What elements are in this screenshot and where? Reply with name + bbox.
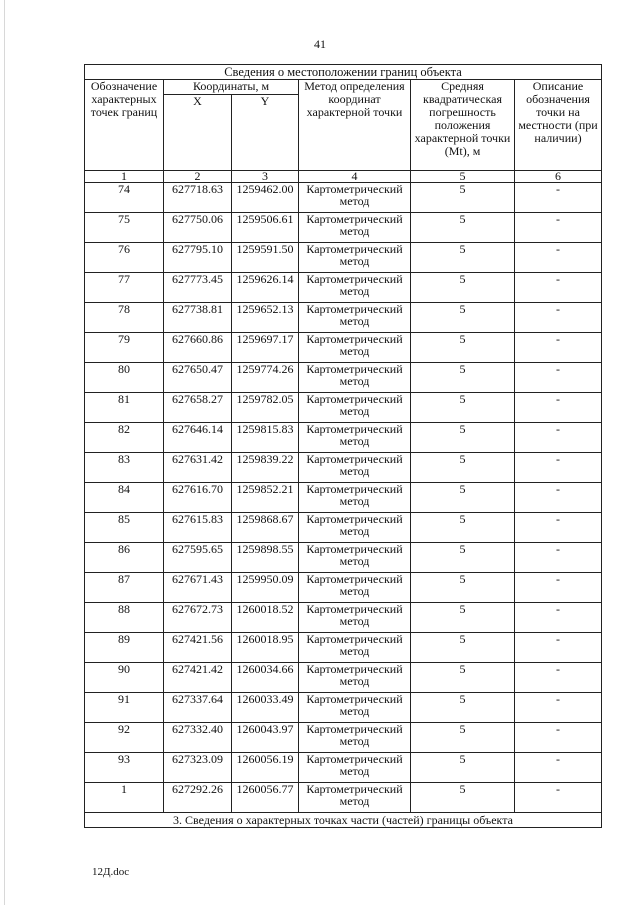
section-3-heading: 3. Сведения о характерных точках части (частей) границы объекта [85, 813, 602, 828]
point-cell: 83 [85, 453, 164, 483]
description-cell: - [515, 363, 602, 393]
description-cell: - [515, 423, 602, 453]
y-coordinate-cell: 1259839.22 [232, 453, 299, 483]
description-cell: - [515, 633, 602, 663]
y-coordinate-cell: 1259852.21 [232, 483, 299, 513]
method-cell: Картометрический метод [299, 693, 411, 723]
table-row [85, 363, 602, 393]
point-cell: 84 [85, 483, 164, 513]
method-cell: Картометрический метод [299, 213, 411, 243]
x-coordinate-cell: 627631.42 [164, 453, 232, 483]
y-coordinate-cell: 1260056.19 [232, 753, 299, 783]
error-cell: 5 [411, 753, 515, 783]
x-coordinate-cell: 627421.42 [164, 663, 232, 693]
point-cell: 88 [85, 603, 164, 633]
y-coordinate-cell: 1259652.13 [232, 303, 299, 333]
method-cell: Картометрический метод [299, 393, 411, 423]
table-row [85, 693, 602, 723]
point-cell: 89 [85, 633, 164, 663]
x-coordinate-cell: 627672.73 [164, 603, 232, 633]
y-coordinate-cell: 1260018.52 [232, 603, 299, 633]
table-row [85, 573, 602, 603]
table-row [85, 423, 602, 453]
description-cell: - [515, 693, 602, 723]
x-coordinate-cell: 627323.09 [164, 753, 232, 783]
point-cell: 93 [85, 753, 164, 783]
error-cell: 5 [411, 693, 515, 723]
point-cell: 77 [85, 273, 164, 303]
x-coordinate-cell: 627421.56 [164, 633, 232, 663]
point-cell: 80 [85, 363, 164, 393]
boundary-points-table [84, 64, 602, 828]
x-coordinate-cell: 627646.14 [164, 423, 232, 453]
point-cell: 90 [85, 663, 164, 693]
table-row [85, 333, 602, 363]
method-cell: Картометрический метод [299, 303, 411, 333]
table-row [85, 633, 602, 663]
error-cell: 5 [411, 243, 515, 273]
table-row [85, 183, 602, 213]
header-method: Метод определения координат характерной точки [299, 80, 411, 171]
column-number: 1 [85, 171, 164, 183]
point-cell: 85 [85, 513, 164, 543]
table-row [85, 663, 602, 693]
description-cell: - [515, 213, 602, 243]
y-coordinate-cell: 1259506.61 [232, 213, 299, 243]
x-coordinate-cell: 627337.64 [164, 693, 232, 723]
error-cell: 5 [411, 633, 515, 663]
description-cell: - [515, 303, 602, 333]
description-cell: - [515, 603, 602, 633]
table-row [85, 513, 602, 543]
x-coordinate-cell: 627660.86 [164, 333, 232, 363]
x-coordinate-cell: 627595.65 [164, 543, 232, 573]
error-cell: 5 [411, 393, 515, 423]
header-description: Описание обозначения точки на местности (при наличии) [515, 80, 602, 171]
table-row [85, 783, 602, 813]
method-cell: Картометрический метод [299, 753, 411, 783]
method-cell: Картометрический метод [299, 483, 411, 513]
method-cell: Картометрический метод [299, 723, 411, 753]
table-row [85, 483, 602, 513]
column-number: 2 [164, 171, 232, 183]
error-cell: 5 [411, 573, 515, 603]
method-cell: Картометрический метод [299, 243, 411, 273]
method-cell: Картометрический метод [299, 603, 411, 633]
y-coordinate-cell: 1259626.14 [232, 273, 299, 303]
method-cell: Картометрический метод [299, 333, 411, 363]
header-error: Средняя квадратическая погрешность положения характерной точки (Mt), м [411, 80, 515, 171]
point-cell: 86 [85, 543, 164, 573]
y-coordinate-cell: 1260033.49 [232, 693, 299, 723]
y-coordinate-cell: 1259462.00 [232, 183, 299, 213]
method-cell: Картометрический метод [299, 513, 411, 543]
point-cell: 76 [85, 243, 164, 273]
method-cell: Картометрический метод [299, 573, 411, 603]
method-cell: Картометрический метод [299, 363, 411, 393]
table-row [85, 393, 602, 423]
error-cell: 5 [411, 183, 515, 213]
table-row [85, 213, 602, 243]
y-coordinate-cell: 1259815.83 [232, 423, 299, 453]
error-cell: 5 [411, 423, 515, 453]
file-name: 12Д.doc [92, 866, 130, 878]
description-cell: - [515, 243, 602, 273]
x-coordinate-cell: 627750.06 [164, 213, 232, 243]
x-coordinate-cell: 627616.70 [164, 483, 232, 513]
method-cell: Картометрический метод [299, 183, 411, 213]
table-row [85, 723, 602, 753]
table-row [85, 453, 602, 483]
x-coordinate-cell: 627738.81 [164, 303, 232, 333]
y-coordinate-cell: 1260034.66 [232, 663, 299, 693]
description-cell: - [515, 453, 602, 483]
description-cell: - [515, 393, 602, 423]
method-cell: Картометрический метод [299, 273, 411, 303]
point-cell: 78 [85, 303, 164, 333]
description-cell: - [515, 573, 602, 603]
point-cell: 82 [85, 423, 164, 453]
point-cell: 91 [85, 693, 164, 723]
table-row [85, 273, 602, 303]
x-coordinate-cell: 627773.45 [164, 273, 232, 303]
error-cell: 5 [411, 783, 515, 813]
description-cell: - [515, 723, 602, 753]
table-row [85, 543, 602, 573]
y-coordinate-cell: 1259782.05 [232, 393, 299, 423]
error-cell: 5 [411, 723, 515, 753]
method-cell: Картометрический метод [299, 663, 411, 693]
error-cell: 5 [411, 273, 515, 303]
x-coordinate-cell: 627650.47 [164, 363, 232, 393]
table-row [85, 303, 602, 333]
x-coordinate-cell: 627795.10 [164, 243, 232, 273]
description-cell: - [515, 483, 602, 513]
header-coordinates: Координаты, м [164, 80, 299, 95]
column-number: 5 [411, 171, 515, 183]
error-cell: 5 [411, 603, 515, 633]
x-coordinate-cell: 627658.27 [164, 393, 232, 423]
y-coordinate-cell: 1260018.95 [232, 633, 299, 663]
page-edge-line [4, 0, 5, 905]
y-coordinate-cell: 1259868.67 [232, 513, 299, 543]
method-cell: Картометрический метод [299, 543, 411, 573]
point-cell: 1 [85, 783, 164, 813]
error-cell: 5 [411, 663, 515, 693]
description-cell: - [515, 543, 602, 573]
x-coordinate-cell: 627718.63 [164, 183, 232, 213]
header-point-designation: Обозначение характерных точек границ [85, 80, 164, 171]
y-coordinate-cell: 1259774.26 [232, 363, 299, 393]
point-cell: 92 [85, 723, 164, 753]
point-cell: 81 [85, 393, 164, 423]
error-cell: 5 [411, 543, 515, 573]
column-number: 4 [299, 171, 411, 183]
table-row [85, 603, 602, 633]
error-cell: 5 [411, 303, 515, 333]
description-cell: - [515, 513, 602, 543]
column-number: 6 [515, 171, 602, 183]
table-body [85, 183, 602, 813]
error-cell: 5 [411, 333, 515, 363]
y-coordinate-cell: 1259950.09 [232, 573, 299, 603]
column-number: 3 [232, 171, 299, 183]
x-coordinate-cell: 627671.43 [164, 573, 232, 603]
method-cell: Картометрический метод [299, 423, 411, 453]
y-coordinate-cell: 1260043.97 [232, 723, 299, 753]
error-cell: 5 [411, 483, 515, 513]
description-cell: - [515, 753, 602, 783]
header-y: Y [232, 95, 299, 171]
description-cell: - [515, 273, 602, 303]
description-cell: - [515, 183, 602, 213]
error-cell: 5 [411, 513, 515, 543]
description-cell: - [515, 333, 602, 363]
page-number: 41 [314, 37, 326, 51]
header-x: X [164, 95, 232, 171]
point-cell: 79 [85, 333, 164, 363]
description-cell: - [515, 663, 602, 693]
point-cell: 75 [85, 213, 164, 243]
column-number-row [85, 171, 602, 183]
table-title: Сведения о местоположении границ объекта [85, 65, 602, 80]
description-cell: - [515, 783, 602, 813]
method-cell: Картометрический метод [299, 453, 411, 483]
point-cell: 74 [85, 183, 164, 213]
table-row [85, 753, 602, 783]
error-cell: 5 [411, 363, 515, 393]
x-coordinate-cell: 627292.26 [164, 783, 232, 813]
table-row [85, 243, 602, 273]
method-cell: Картометрический метод [299, 633, 411, 663]
x-coordinate-cell: 627332.40 [164, 723, 232, 753]
x-coordinate-cell: 627615.83 [164, 513, 232, 543]
y-coordinate-cell: 1260056.77 [232, 783, 299, 813]
y-coordinate-cell: 1259697.17 [232, 333, 299, 363]
point-cell: 87 [85, 573, 164, 603]
error-cell: 5 [411, 213, 515, 243]
method-cell: Картометрический метод [299, 783, 411, 813]
error-cell: 5 [411, 453, 515, 483]
y-coordinate-cell: 1259591.50 [232, 243, 299, 273]
y-coordinate-cell: 1259898.55 [232, 543, 299, 573]
